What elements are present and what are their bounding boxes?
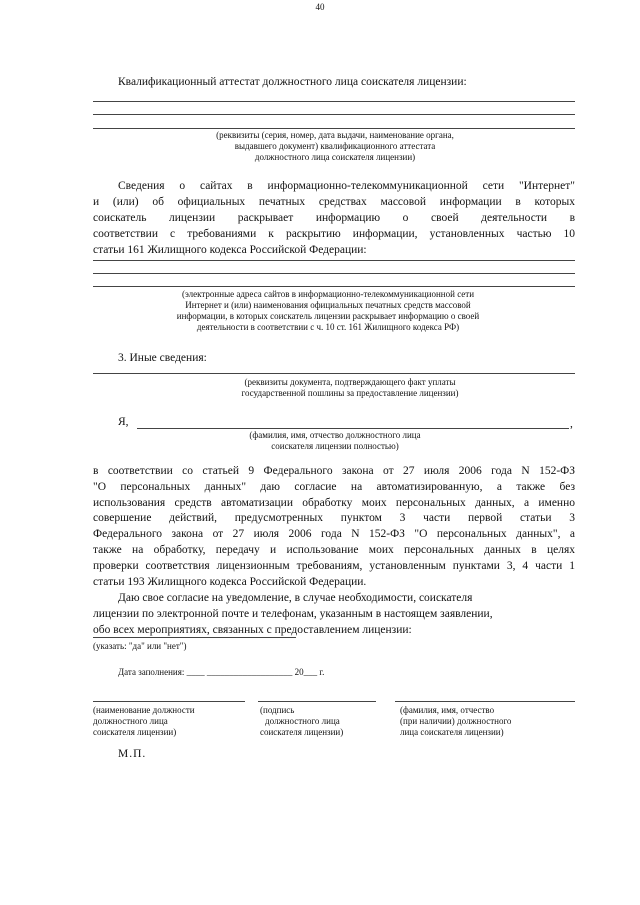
consent-paragraph: в соответствии со статьей 9 Федерального закона от 27 июля 2006 года N 152-ФЗ "О персональных данных" даю согласие на автоматизированную, а также без использования средств автоматизации обработку моих персональных данных, а именно совершение действий, предусмотренных пунктом 3 части первой статьи 3 Федерального закона от 27 июля 2006 года N 152-ФЗ "О персональных данных", а также на обработку, передачу и использование моих персональных данных в целях проверки соответствия лицензионным требованиям, установленным пунктами 3, 4 части 1 статьи 193 Жилищного кодекса Российской Федерации. bbox=[93, 465, 575, 588]
websites-line-3[interactable] bbox=[93, 286, 575, 287]
websites-paragraph: Сведения о сайтах в информационно-телекоммуникационной сети "Интернет" и (или) об официальных печатных средствах массовой информации в которых соискатель лицензии раскрывает информацию о своей деятельности в соответствии с требованиями к раскрытию информации, установленных частью 10 статьи 161 Жилищного кодекса Российской Федерации: bbox=[93, 180, 575, 256]
name-caption: (фамилия, имя, отчество должностного лица соискателя лицензии полностью) bbox=[249, 430, 421, 451]
qualification-line-2[interactable] bbox=[93, 114, 575, 115]
date-label: Дата заполнения: ____ ___________________ 20___ г. bbox=[118, 667, 325, 677]
qualification-caption: (реквизиты (серия, номер, дата выдачи, наименование органа, выдавшего документ) квалификационного аттестата должностного лица соискателя лицензии) bbox=[216, 130, 454, 162]
stamp-label: М.П. bbox=[118, 748, 147, 760]
qualification-line-1[interactable] bbox=[93, 101, 575, 102]
fio-caption: (фамилия, имя, отчество (при наличии) должностного лица соискателя лицензии) bbox=[400, 705, 512, 737]
other-info-line[interactable] bbox=[93, 373, 575, 374]
other-info-caption: (реквизиты документа, подтверждающего факт уплаты государственной пошлины за предоставление лицензии) bbox=[241, 377, 459, 398]
qualification-line-3[interactable] bbox=[93, 128, 575, 129]
yes-no-caption: (указать: "да" или "нет") bbox=[93, 641, 187, 651]
signature-caption: (подпись должностного лица соискателя лицензии) bbox=[260, 705, 344, 737]
signature-line[interactable] bbox=[258, 701, 376, 702]
websites-caption: (электронные адреса сайтов в информационно-телекоммуникационной сети Интернет и (или) наименования официальных печатных средств массовой информации, в которых соискатель лицензии раскрывает информацию о своей деятельности в соответствии с ч. 10 ст. 161 Жилищного кодекса РФ) bbox=[176, 289, 480, 332]
page-number: 40 bbox=[315, 2, 325, 12]
position-caption: (наименование должности должностного лица соискателя лицензии) bbox=[93, 705, 195, 737]
other-info-label: 3. Иные сведения: bbox=[118, 352, 207, 364]
websites-line-2[interactable] bbox=[93, 273, 575, 274]
ya-label: Я, bbox=[118, 416, 129, 428]
applicant-name-line[interactable] bbox=[137, 428, 569, 429]
qualification-title: Квалификационный аттестат должностного лица соискателя лицензии: bbox=[118, 76, 467, 88]
position-line[interactable] bbox=[93, 701, 245, 702]
name-comma: , bbox=[570, 418, 573, 430]
yes-no-line[interactable] bbox=[93, 637, 296, 638]
websites-line-1[interactable] bbox=[93, 260, 575, 261]
fio-line[interactable] bbox=[395, 701, 575, 702]
notify-paragraph: Даю свое согласие на уведомление, в случае необходимости, соискателя лицензии по электронной почте и телефонам, указанным в настоящем заявлении, обо всех мероприятиях, связанных с предоставлением лицензии: bbox=[93, 592, 493, 636]
